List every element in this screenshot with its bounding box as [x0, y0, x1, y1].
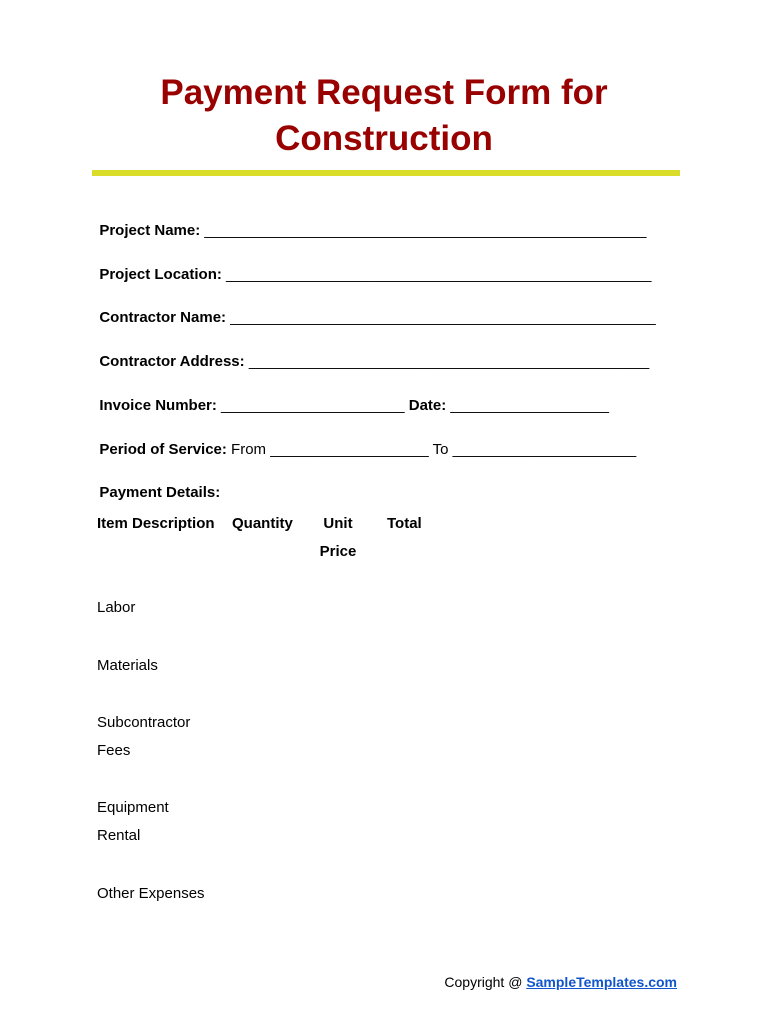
header-total: Total — [387, 515, 422, 532]
date-label: Date: — [408, 397, 447, 414]
row-label-line-2: Fees — [97, 742, 131, 759]
row-label-line-2: Rental — [97, 827, 141, 844]
period-from-blank[interactable]: From ___________________ — [226, 441, 433, 458]
header-item-description: Item Description — [97, 515, 215, 532]
contractor-name-label: Contractor Name: — [99, 309, 227, 326]
contractor-address-field[interactable] — [91, 332, 649, 372]
row-label: Materials — [97, 657, 158, 674]
page-title — [0, 70, 768, 162]
contractor-address-label: Contractor Address: — [99, 353, 245, 370]
header-unit-price-line-1: Unit — [323, 515, 353, 532]
invoice-number-blank[interactable]: ______________________ — [216, 397, 409, 414]
period-of-service-field[interactable] — [91, 420, 636, 460]
title-divider — [92, 170, 680, 176]
header-unit-price-line-2: Price — [319, 543, 357, 560]
payment-details-heading — [91, 463, 220, 503]
header-quantity: Quantity — [232, 515, 293, 532]
period-to-blank[interactable]: To ______________________ — [432, 441, 637, 458]
row-label: Labor — [97, 599, 136, 616]
row-label-line-1: Subcontractor — [97, 714, 191, 731]
table-row-subcontractor-fees — [97, 709, 227, 765]
row-label: Other Expenses — [97, 885, 205, 902]
project-name-blank[interactable]: _____________________________________________________ — [200, 222, 647, 239]
period-of-service-label: Period of Service: — [99, 441, 227, 458]
contractor-name-field[interactable] — [91, 288, 656, 328]
project-location-blank[interactable]: ___________________________________________________ — [221, 266, 652, 283]
copyright-text: Copyright @ — [444, 974, 527, 990]
row-label-line-1: Equipment — [97, 799, 169, 816]
header-unit-price — [312, 510, 364, 566]
invoice-date-field[interactable] — [91, 376, 609, 416]
date-blank[interactable]: ___________________ — [446, 397, 609, 414]
title-line-2: Construction — [275, 119, 493, 158]
table-row-labor — [97, 594, 227, 622]
footer-copyright — [444, 972, 677, 992]
project-location-label: Project Location: — [99, 266, 222, 283]
payment-details-label: Payment Details: — [99, 484, 221, 501]
title-line-1: Payment Request Form for — [160, 73, 608, 112]
project-location-field[interactable] — [91, 245, 651, 285]
invoice-number-label: Invoice Number: — [99, 397, 217, 414]
table-row-equipment-rental — [97, 794, 227, 850]
project-name-label: Project Name: — [99, 222, 201, 239]
table-row-materials — [97, 652, 227, 680]
table-row-other-expenses — [97, 880, 227, 908]
contractor-name-blank[interactable]: ___________________________________________________ — [226, 309, 656, 326]
project-name-field[interactable] — [91, 201, 647, 241]
contractor-address-blank[interactable]: ________________________________________________ — [244, 353, 650, 370]
sampletemplates-link[interactable]: SampleTemplates.com — [526, 974, 677, 990]
